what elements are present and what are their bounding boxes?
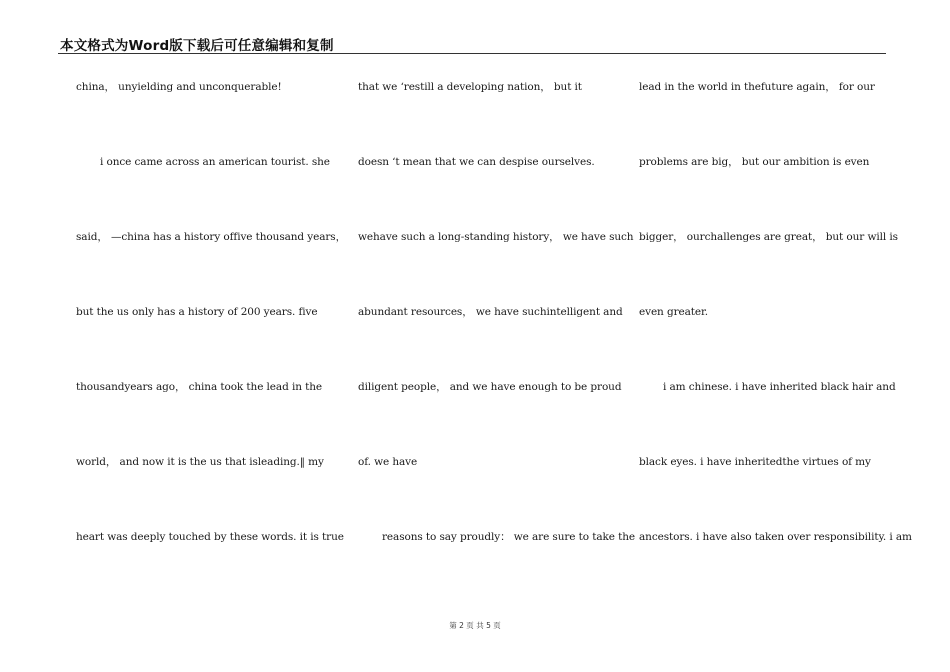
text-line: that we ‘restill a developing nation， but it xyxy=(358,81,582,93)
text-line: even greater. xyxy=(639,306,709,318)
page-number-footer: 第 2 页 共 5 页 xyxy=(449,621,501,630)
text-line: diligent people， and we have enough to be proud xyxy=(358,381,622,393)
text-line: doesn ‘t mean that we can despise ourselves. xyxy=(358,156,595,168)
text-line: heart was deeply touched by these words. it is true xyxy=(76,531,344,543)
text-line: wehave such a long-standing history， we have such xyxy=(358,231,634,243)
text-line: i once came across an american tourist. she xyxy=(100,156,330,168)
text-line: lead in the world in thefuture again， for our xyxy=(639,81,875,93)
text-line: black eyes. i have inheritedthe virtues of my xyxy=(639,456,871,468)
text-line: ancestors. i have also taken over responsibility. i am xyxy=(639,531,912,543)
text-line: world， and now it is the us that isleading.‖ my xyxy=(76,456,324,468)
header-divider xyxy=(58,53,886,54)
text-line: of. we have xyxy=(358,456,418,468)
text-line: i am chinese. i have inherited black hair and xyxy=(663,381,896,393)
text-line: bigger， ourchallenges are great， but our will is xyxy=(639,231,898,243)
document-header-title: 本文格式为Word版下载后可任意编辑和复制 xyxy=(60,38,334,54)
text-line: abundant resources， we have suchintelligent and xyxy=(358,306,623,318)
text-line: thousandyears ago， china took the lead in the xyxy=(76,381,322,393)
text-line: problems are big， but our ambition is even xyxy=(639,156,870,168)
text-line: but the us only has a history of 200 years. five xyxy=(76,306,318,318)
text-line: said， —china has a history offive thousand years， xyxy=(76,231,346,243)
text-line: china， unyielding and unconquerable! xyxy=(76,81,282,93)
text-line: reasons to say proudly： we are sure to take the xyxy=(382,531,636,543)
